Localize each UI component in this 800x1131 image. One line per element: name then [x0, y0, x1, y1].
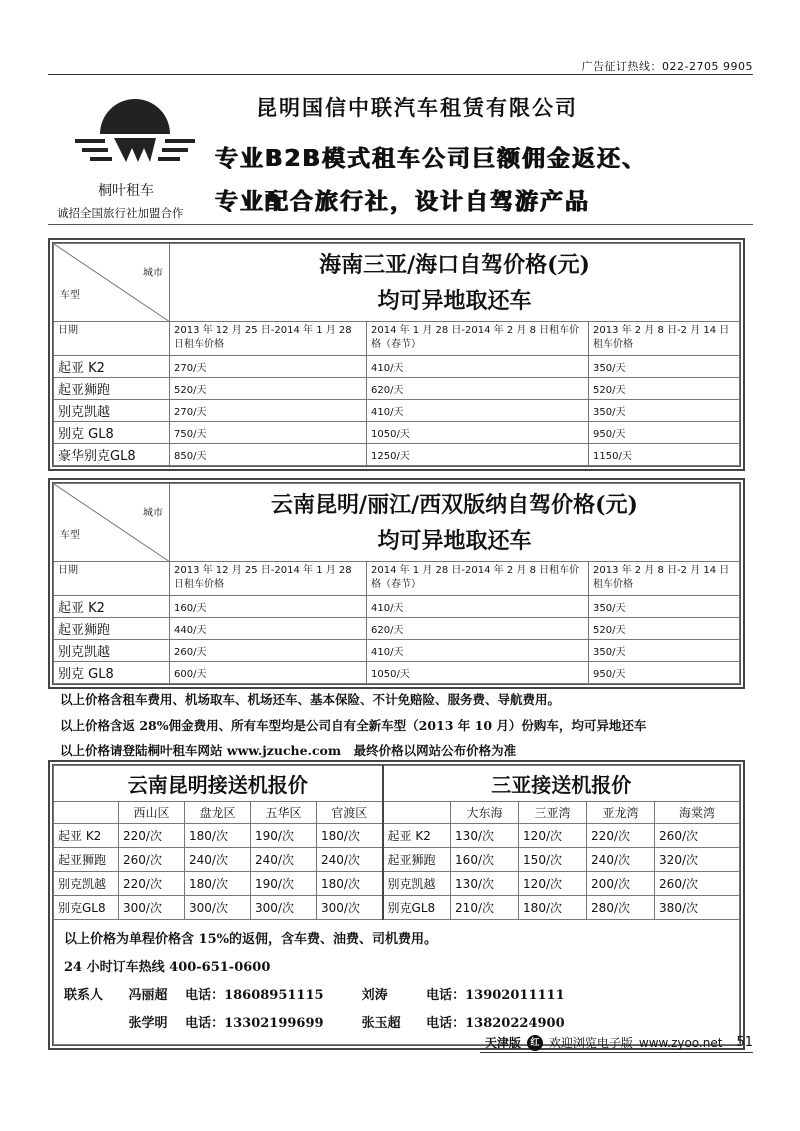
- price-cell: 750/天: [170, 422, 367, 444]
- price-cell: 410/天: [367, 640, 589, 662]
- car-model: 起亚狮跑: [54, 618, 170, 640]
- price-cell: 520/天: [170, 378, 367, 400]
- table-row: [54, 400, 740, 422]
- area-header: 官渡区: [317, 802, 383, 824]
- area-header: 海棠湾: [655, 802, 740, 824]
- page-number: 51: [736, 1035, 753, 1050]
- price-cell: 190/次: [251, 872, 317, 896]
- price-cell: 270/天: [170, 400, 367, 422]
- page-footer: [485, 1034, 753, 1051]
- price-cell: 180/次: [317, 824, 383, 848]
- recruit-text: 诚招全国旅行社加盟合作: [57, 206, 184, 220]
- car-model: 起亚 K2: [54, 824, 119, 848]
- car-model: 别克凯越: [54, 872, 119, 896]
- model-label: 车型: [60, 530, 80, 541]
- car-model: 起亚 K2: [54, 596, 170, 618]
- price-cell: 410/天: [367, 356, 589, 378]
- empty-header: [383, 802, 451, 824]
- area-header: 三亚湾: [519, 802, 587, 824]
- table-row: [54, 848, 740, 872]
- yunnan-price-table: [53, 483, 740, 684]
- area-header: 盘龙区: [185, 802, 251, 824]
- note-3: 以上价格请登陆桐叶租车网站 www.jzuche.com 最终价格以网站公布价格为准: [60, 743, 517, 758]
- price-cell: 130/次: [451, 824, 519, 848]
- price-cell: 260/次: [655, 824, 740, 848]
- title-line-1: 云南昆明/丽江/西双版纳自驾价格(元): [271, 491, 638, 518]
- price-cell: 320/次: [655, 848, 740, 872]
- price-cell: 240/次: [185, 848, 251, 872]
- price-cell: 1050/天: [367, 422, 589, 444]
- contact-label: 联系人: [64, 988, 104, 1003]
- car-model: 别克 GL8: [54, 422, 170, 444]
- edition-label: 天津版: [484, 1036, 521, 1050]
- price-cell: 350/天: [589, 640, 740, 662]
- hainan-price-panel: [48, 238, 745, 471]
- contact-row-1: [64, 982, 729, 1010]
- title-line-2: 均可异地取还车: [377, 527, 532, 554]
- price-cell: 620/天: [367, 618, 589, 640]
- price-cell: 190/次: [251, 824, 317, 848]
- contact-phone: 电话：13820224900: [426, 1016, 565, 1031]
- car-model: 起亚狮跑: [383, 848, 451, 872]
- site-link[interactable]: www.zyoo.net: [638, 1035, 723, 1050]
- period-1: 2013 年 12 月 25 日-2014 年 1 月 28 日租车价格: [170, 562, 367, 596]
- area-header: 大东海: [451, 802, 519, 824]
- yunnan-price-panel: [48, 478, 745, 689]
- slogan-line-2: 专业配合旅行社，设计自驾游产品: [215, 189, 590, 215]
- top-rule: [48, 74, 753, 75]
- contact-name: 冯丽超: [128, 988, 168, 1003]
- company-name: 昆明国信中联汽车租赁有限公司: [256, 96, 578, 120]
- note-2: 以上价格含返 28%佣金费用、所有车型均是公司自有全新车型（2013 年 10 月）份购车，均可异地还车: [60, 718, 647, 733]
- price-cell: 950/天: [589, 422, 740, 444]
- price-cell: 410/天: [367, 596, 589, 618]
- price-cell: 380/次: [655, 896, 740, 920]
- welcome-text: 欢迎浏览电子版: [548, 1036, 633, 1050]
- brand-name: 桐叶租车: [98, 183, 154, 199]
- footer-rule: [480, 1052, 753, 1053]
- header-rule: [48, 224, 753, 225]
- table-row: [54, 824, 740, 848]
- table-row: [54, 378, 740, 400]
- city-label: 城市: [143, 508, 163, 519]
- price-cell: 120/次: [519, 872, 587, 896]
- table-row: [54, 356, 740, 378]
- table-row: [54, 872, 740, 896]
- transfer-table: [53, 765, 740, 1045]
- table-header-diagonal: [54, 484, 170, 562]
- price-cell: 180/次: [185, 872, 251, 896]
- tongye-logo-icon: [70, 92, 200, 172]
- price-cell: 220/次: [119, 872, 185, 896]
- contact-phone: 电话：13902011111: [426, 988, 565, 1003]
- ad-hotline: 广告征订热线：022-2705 9905: [581, 60, 753, 73]
- price-cell: 180/次: [519, 896, 587, 920]
- table-header-diagonal: [54, 244, 170, 322]
- price-cell: 350/天: [589, 356, 740, 378]
- transfer-footer: [54, 920, 740, 1045]
- area-header: 亚龙湾: [587, 802, 655, 824]
- car-model: 别克凯越: [54, 400, 170, 422]
- kunming-transfer-title: 云南昆明接送机报价: [54, 766, 383, 802]
- price-cell: 300/次: [185, 896, 251, 920]
- price-cell: 520/天: [589, 618, 740, 640]
- price-cell: 260/天: [170, 640, 367, 662]
- title-line-1: 海南三亚/海口自驾价格(元): [319, 251, 590, 278]
- period-1: 2013 年 12 月 25 日-2014 年 1 月 28 日租车价格: [170, 322, 367, 356]
- car-model: 起亚 K2: [54, 356, 170, 378]
- price-cell: 180/次: [185, 824, 251, 848]
- car-model: 别克 GL8: [54, 662, 170, 684]
- car-model: 豪华别克GL8: [54, 444, 170, 466]
- note-1: 以上价格含租车费用、机场取车、机场还车、基本保险、不计免赔险、服务费、导航费用。: [60, 692, 561, 707]
- price-cell: 300/次: [317, 896, 383, 920]
- order-hotline: 24 小时订车热线 400-651-0600: [64, 960, 271, 975]
- price-cell: 210/次: [451, 896, 519, 920]
- price-cell: 180/次: [317, 872, 383, 896]
- hainan-price-table: [53, 243, 740, 466]
- price-cell: 300/次: [251, 896, 317, 920]
- table-row: [54, 662, 740, 684]
- price-cell: 150/次: [519, 848, 587, 872]
- car-model: 别克凯越: [383, 872, 451, 896]
- table-row: [54, 640, 740, 662]
- red-badge-icon: 红: [527, 1035, 543, 1051]
- price-cell: 270/天: [170, 356, 367, 378]
- car-model: 起亚狮跑: [54, 378, 170, 400]
- city-label: 城市: [143, 268, 163, 279]
- period-3: 2013 年 2 月 8 日-2 月 14 日租车价格: [589, 322, 740, 356]
- price-cell: 240/次: [251, 848, 317, 872]
- model-label: 车型: [60, 290, 80, 301]
- title-line-2: 均可异地取还车: [377, 287, 532, 314]
- price-cell: 260/次: [655, 872, 740, 896]
- car-model: 起亚 K2: [383, 824, 451, 848]
- price-cell: 120/次: [519, 824, 587, 848]
- area-header: 西山区: [119, 802, 185, 824]
- table-row: [54, 422, 740, 444]
- table-row: [54, 444, 740, 466]
- car-model: 别克GL8: [54, 896, 119, 920]
- period-2: 2014 年 1 月 28 日-2014 年 2 月 8 日租车价格（春节）: [367, 322, 589, 356]
- price-cell: 950/天: [589, 662, 740, 684]
- car-model: 起亚狮跑: [54, 848, 119, 872]
- contact-name: 张玉超: [361, 1016, 401, 1031]
- price-cell: 1150/天: [589, 444, 740, 466]
- sanya-transfer-title: 三亚接送机报价: [383, 766, 740, 802]
- price-cell: 300/次: [119, 896, 185, 920]
- car-model: 别克GL8: [383, 896, 451, 920]
- price-cell: 240/次: [317, 848, 383, 872]
- contact-phone: 电话：13302199699: [185, 1016, 324, 1031]
- date-label: 日期: [54, 562, 170, 596]
- price-cell: 620/天: [367, 378, 589, 400]
- price-cell: 240/次: [587, 848, 655, 872]
- table-row: [54, 596, 740, 618]
- period-2: 2014 年 1 月 28 日-2014 年 2 月 8 日租车价格（春节）: [367, 562, 589, 596]
- period-3: 2013 年 2 月 8 日-2 月 14 日租车价格: [589, 562, 740, 596]
- price-cell: 350/天: [589, 596, 740, 618]
- price-cell: 220/次: [587, 824, 655, 848]
- price-cell: 260/次: [119, 848, 185, 872]
- empty-header: [54, 802, 119, 824]
- price-cell: 850/天: [170, 444, 367, 466]
- price-cell: 130/次: [451, 872, 519, 896]
- table-row: [54, 618, 740, 640]
- price-cell: 280/次: [587, 896, 655, 920]
- table-title: [170, 484, 740, 562]
- car-model: 别克凯越: [54, 640, 170, 662]
- price-cell: 200/次: [587, 872, 655, 896]
- table-title: [170, 244, 740, 322]
- price-cell: 1050/天: [367, 662, 589, 684]
- contact-name: 刘涛: [361, 988, 388, 1003]
- price-cell: 220/次: [119, 824, 185, 848]
- table-row: [54, 896, 740, 920]
- transfer-panel: [48, 760, 745, 1050]
- price-cell: 410/天: [367, 400, 589, 422]
- price-cell: 1250/天: [367, 444, 589, 466]
- price-cell: 440/天: [170, 618, 367, 640]
- price-cell: 600/天: [170, 662, 367, 684]
- slogan-line-1: 专业B2B模式租车公司巨额佣金返还、: [215, 146, 648, 172]
- contact-phone: 电话：18608951115: [185, 988, 324, 1003]
- price-cell: 160/次: [451, 848, 519, 872]
- transfer-note: 以上价格为单程价格含 15%的返佣，含车费、油费、司机费用。: [64, 932, 437, 947]
- price-cell: 160/天: [170, 596, 367, 618]
- area-header: 五华区: [251, 802, 317, 824]
- contact-name: 张学明: [128, 1016, 168, 1031]
- price-cell: 350/天: [589, 400, 740, 422]
- price-cell: 520/天: [589, 378, 740, 400]
- date-label: 日期: [54, 322, 170, 356]
